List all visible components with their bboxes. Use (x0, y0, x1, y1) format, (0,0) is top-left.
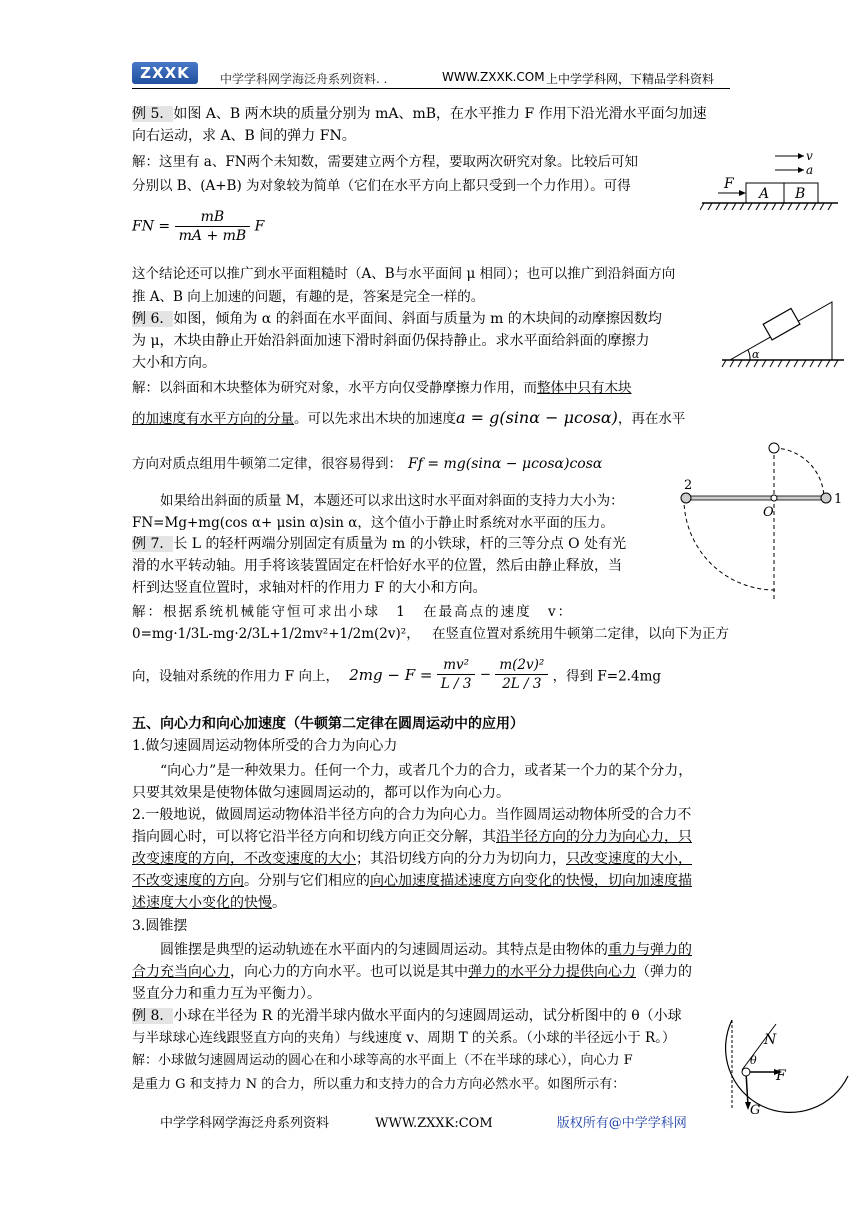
section5-p6: 改变速度的方向，不改变速度的大小；其沿切线方向的分力为切向力，只改变速度的大小， (132, 851, 692, 867)
ex5-line6: 推 A、B 向上加速的问题，有趣的是，答案是完全一样的。 (132, 289, 485, 305)
ex5-formula: FN = $\frac{mB}{mA + mB}$ F (132, 209, 265, 244)
ex7-line5: 0=mg·1/3L-mg·2/3L+1/2mv²+1/2m(2v)²， 在竖直位置对系统用牛顿第二定律，以向下为正方 (132, 626, 729, 642)
ex7-line1: 例 7．长 L 的轻杆两端分别固定有质量为 m 的小铁球，杆的三等分点 O 处有光 (132, 536, 627, 552)
section5-p9: 3.圆锥摆 (132, 918, 188, 934)
ex7-tag: 例 7． (132, 536, 174, 552)
section5-p8: 述速度大小变化的快慢。 (132, 895, 286, 911)
section5-p5: 指向圆心时，可以将它沿半径方向和切线方向正交分解，其沿半径方向的分力为向心力，只 (132, 829, 692, 845)
ex6-line6: 方向对质点组用牛顿第二定律，很容易得到： Ff = mg(sinα − μcosα)cosα (132, 456, 603, 472)
section5-title: 五、向心力和向心加速度（牛顿第二定律在圆周运动中的应用） (132, 716, 524, 732)
section5-p2: “向心力”是一种效果力。任何一个力，或者几个力的合力，或者某一个力的某个分力， (160, 763, 693, 779)
ex8-fig-G: G (750, 1103, 761, 1116)
ex6-incline-figure (718, 296, 848, 370)
ex6-line2: 为 μ，木块由静止开始沿斜面加速下滑时斜面仍保持静止。求水平面给斜面的摩擦力 (132, 333, 650, 349)
ex5-line5: 这个结论还可以推广到水平面粗糙时（A、B与水平面间 μ 相同）；也可以推广到沿斜面方向 (132, 266, 676, 282)
footer-copyright: 版权所有@中学学科网 (556, 1116, 687, 1131)
ex6-line8: FN=Mg+mg(cos α+ μsin α)sin α，这个值小于静止时系统对水平面的压力。 (132, 515, 614, 531)
ex5-line3: 解：这里有 a、FN两个未知数，需要建立两个方程，要取两次研究对象。比较后可知 (132, 154, 639, 170)
ex6-tag: 例 6． (132, 311, 174, 327)
ex8-line1: 例 8．小球在半径为 R 的光滑半球内做水平面内的匀速圆周运动，试分析图中的 θ（小球 (132, 1008, 682, 1024)
ex5-fig-B: B (795, 186, 806, 202)
footer-url[interactable]: WWW.ZXXK:COM (375, 1116, 493, 1131)
ex8-fig-F: F (776, 1068, 786, 1084)
site-logo: ZXXK (132, 62, 198, 84)
ex8-fig-N: N (764, 1032, 777, 1048)
section5-p12: 竖直分力和重力互为平衡力）。 (132, 986, 321, 1002)
ex5-fig-A: A (759, 186, 770, 202)
ex7-line6: 向，设轴对系统的作用力 F 向上， 2mg − F = $\frac{\text{mv²}}{L / 3}$ − $\frac{\text{m(2v)²}}{2L / 3}$ ，得到 F=2.4mg (132, 657, 662, 692)
ex8-line2: 与半球球心连线跟竖直方向的夹角）与线速度 v、周期 T 的关系。（小球的半径远小于 R。） (132, 1030, 676, 1046)
ex5-blocks-figure (700, 146, 840, 216)
ex6-line4: 解：以斜面和木块整体为研究对象，水平方向仅受静摩擦力作用，而整体中只有木块 (132, 380, 632, 396)
ex7-line3: 杆到达竖直位置时，求轴对杆的作用力 F 的大小和方向。 (132, 580, 487, 596)
ex8-tag: 例 8． (132, 1008, 174, 1024)
ex7-fig-label-2: 2 (684, 478, 693, 493)
ex5-line4: 分别以 B、(A+B) 为对象较为简单（它们在水平方向上都只受到一个力作用）。可得 (132, 178, 631, 194)
page-footer (160, 1112, 687, 1131)
section5-p10: 圆锥摆是典型的运动轨迹在水平面内的匀速圆周运动。其特点是由物体的重力与弹力的 (160, 942, 692, 958)
section5-p1: 1.做匀速圆周运动物体所受的合力为向心力 (132, 738, 398, 754)
ex5-tag: 例 5． (132, 106, 174, 122)
ex7-fig-label-1: 1 (834, 492, 843, 507)
section5-p4: 2.一般地说，做圆周运动物体沿半径方向的合力为向心力。当作圆周运动物体所受的合力不 (132, 807, 692, 823)
ex7-rod-figure (676, 440, 846, 680)
ex8-line3: 解：小球做匀速圆周运动的圆心在和小球等高的水平面上（不在半球的球心），向心力 F (132, 1053, 633, 1068)
ex5-fig-v: v (806, 149, 813, 163)
page-header (132, 60, 730, 89)
ex5-fig-F: F (724, 176, 734, 192)
ex7-fraction-2: $\frac{\text{m(2v)²}}{2L / 3}$ (495, 656, 548, 693)
section5-p11: 合力充当向心力，向心力的方向水平。也可以说是其中弹力的水平分力提供向心力（弹力的 (132, 964, 692, 980)
section5-p7: 不改变速度的方向。分别与它们相应的向心加速度描述速度方向变化的快慢，切向加速度描 (132, 873, 692, 889)
header-url[interactable]: WWW.ZXXK.COM (442, 70, 545, 84)
header-right-text: 上中学学科网，下精品学科资料 (546, 72, 715, 86)
ex7-fig-label-O: O (763, 505, 774, 520)
ex6-line3: 大小和方向。 (132, 355, 216, 371)
ex6-fig-alpha: α (752, 348, 760, 361)
section5-p3: 只要其效果是使物体做匀速圆周运动的，都可以作为向心力。 (132, 785, 510, 801)
ex6-line7: 如果给出斜面的质量 M，本题还可以求出这时水平面对斜面的支持力大小为： (160, 493, 624, 509)
ex5-line2: 向右运动，求 A、B 间的弹力 FN。 (132, 128, 356, 144)
ex5-fraction: $\frac{mB}{mA + mB}$ (175, 208, 251, 245)
ex5-fig-a: a (806, 163, 814, 177)
ex8-fig-theta: θ (750, 1054, 757, 1067)
ex5-line1: 例 5．如图 A、B 两木块的质量分别为 mA、mB，在水平推力 F 作用下沿光滑水平面匀加速 (132, 106, 707, 122)
ex6-line1: 例 6．如图，倾角为 α 的斜面在水平面间、斜面与质量为 m 的木块间的动摩擦因数均 (132, 311, 662, 327)
ex8-hemisphere-figure (724, 1016, 852, 1116)
ex7-fraction-1: $\frac{\text{mv²}}{L / 3}$ (437, 656, 476, 693)
ex7-line4: 解：根据系统机械能守恒可求出小球 1 在最高点的速度 v： (132, 604, 574, 620)
footer-left-text: 中学学科网学海泛舟系列资料 (160, 1116, 330, 1131)
ex8-line4: 是重力 G 和支持力 N 的合力，所以重力和支持力的合力方向必然水平。如图所示有： (132, 1077, 626, 1092)
header-left-text: 中学学科网学海泛舟系列资料. . (220, 72, 388, 86)
ex6-line5: 的加速度有水平方向的分量。可以先求出木块的加速度a = g(sinα − μcosα)，再在水平 (132, 408, 686, 427)
ex7-line2: 滑的水平转动轴。用手将该装置固定在杆恰好水平的位置，然后由静止释放，当 (132, 558, 622, 574)
